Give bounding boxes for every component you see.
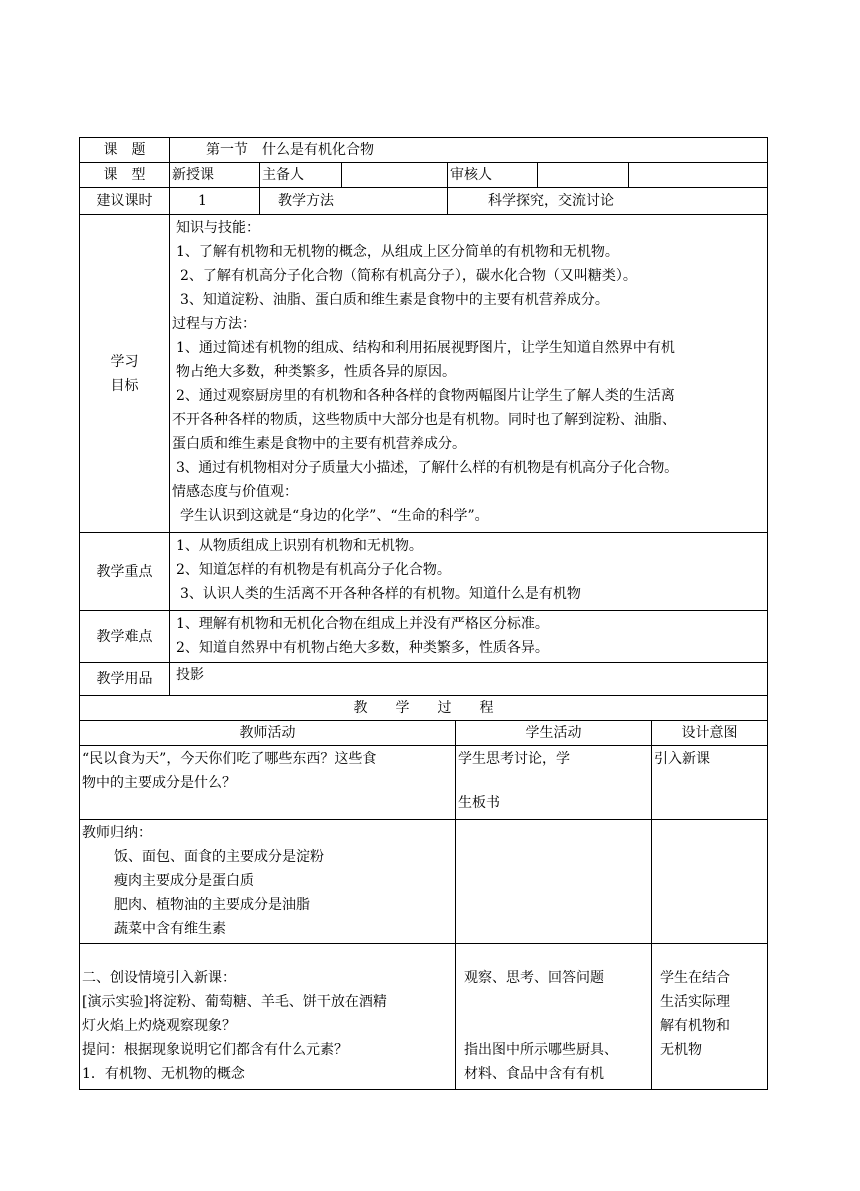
row3-design-line: 解有机物和 [660,1018,730,1034]
objective-line: 1、了解有机物和无机物的概念，从组成上区分简单的有机物和无机物。 [176,244,619,260]
difficulty-line: 2、知道自然界中有机物占绝大多数，种类繁多，性质各异。 [176,640,549,656]
row3-teacher-line: 二、创设情境引入新课： [82,970,236,986]
process-table [79,695,768,1090]
type-value: 新授课 [170,163,260,188]
difficulties-content [170,611,768,663]
row1-student [456,746,652,820]
preparer-label: 主备人 [260,163,342,188]
difficulty-line: 1、理解有机物和无机化合物在组成上并没有严格区分标准。 [176,616,549,632]
key-point-line: 2、知道怎样的有机物是有机高分子化合物。 [176,562,451,578]
method-label: 教学方法 [260,188,448,215]
row1-teacher [80,746,456,820]
objectives-label [80,215,170,533]
col-student-header: 学生活动 [456,721,652,746]
reviewer-value-cell [538,163,629,187]
row3-teacher-line: 1．有机物、无机物的概念 [82,1066,245,1082]
objective-line: 2、了解有机高分子化合物（简称有机高分子），碳水化合物（又叫糖类）。 [180,268,637,284]
row3-design-line: 生活实际理 [660,994,730,1010]
row3-teacher [80,944,456,1090]
row2-teacher [80,820,456,944]
objectives-content [170,215,768,533]
key-point-line: 1、从物质组成上识别有机物和无机物。 [176,538,423,554]
supplies-label: 教学用品 [80,663,170,696]
row3-teacher-line: [演示实验]将淀粉、葡萄糖、羊毛、饼干放在酒精 [82,994,387,1010]
objectives-label-line-2: 目标 [110,377,139,394]
col-teacher-header: 教师活动 [80,721,456,746]
row1-design: 引入新课 [652,746,768,820]
topic-label: 课 题 [80,138,170,163]
row2-teacher-head: 教师归纳： [82,825,152,841]
objective-line: 3、知道淀粉、油脂、蛋白质和维生素是食物中的主要有机营养成分。 [180,292,609,308]
row1-teacher-line: 物中的主要成分是什么？ [82,775,236,791]
objectives-table [79,214,768,696]
preparer-value [342,163,448,188]
objective-line: 不开各种各样的物质，这些物质中大部分也是有机物。同时也了解到淀粉、油脂、 [172,412,676,428]
objective-line: 知识与技能： [176,220,260,236]
process-title: 教 学 过 程 [80,696,768,721]
row3-student-line: 指出图中所示哪些厨具、 [464,1042,618,1058]
row2-teacher-item: 饭、面包、面食的主要成分是淀粉 [114,849,324,865]
row1-student-line: 生板书 [458,795,500,811]
row2-teacher-item: 肥肉、植物油的主要成分是油脂 [114,897,310,913]
row3-teacher-line: 灯火焰上灼烧观察现象？ [82,1018,236,1034]
row3-student-line: 材料、食品中含有有机 [464,1066,604,1082]
topic-value: 第一节 什么是有机化合物 [170,138,768,163]
objective-line: 过程与方法： [172,316,256,332]
objective-line: 1、通过简述有机物的组成、结构和利用拓展视野图片，让学生知道自然界中有机 [176,340,675,356]
reviewer-extra-cell [629,163,768,187]
difficulties-label: 教学难点 [80,611,170,663]
objective-line: 学生认识到这就是“身边的化学”、“生命的科学”。 [180,508,489,524]
objective-line: 蛋白质和维生素是食物中的主要有机营养成分。 [172,436,466,452]
reviewer-value [538,163,768,188]
objective-line: 2、通过观察厨房里的有机物和各种各样的食物两幅图片让学生了解人类的生活离 [176,388,675,404]
lesson-plan-table [79,137,767,1090]
objective-line: 3、通过有机物相对分子质量大小描述，了解什么样的有机物是有机高分子化合物。 [176,460,678,476]
key-points-content [170,533,768,611]
hours-value: 1 [170,188,260,215]
row2-student [456,820,652,944]
key-points-label: 教学重点 [80,533,170,611]
supplies-value: 投影 [170,663,768,696]
row3-student-line: 观察、思考、回答问题 [464,970,604,986]
row3-design-line: 学生在结合 [660,970,730,986]
row2-teacher-item: 瘦肉主要成分是蛋白质 [114,873,254,889]
method-value: 科学探究，交流讨论 [448,188,768,215]
reviewer-label: 审核人 [448,163,538,188]
reviewer-subcells [538,163,767,187]
row1-teacher-line: “民以食为天”，今天你们吃了哪些东西？这些食 [82,751,377,767]
col-design-header: 设计意图 [652,721,768,746]
row3-teacher-line: 提问：根据现象说明它们都含有什么元素？ [82,1042,348,1058]
objective-line: 物占绝大多数，种类繁多，性质各异的原因。 [176,364,456,380]
objectives-label-line-1: 学习 [110,353,139,370]
objective-line: 情感态度与价值观： [172,484,298,500]
type-label: 课 型 [80,163,170,188]
row3-design-line: 无机物 [660,1042,702,1058]
row2-design [652,820,768,944]
key-point-line: 3、认识人类的生活离不开各种各样的有机物。知道什么是有机物 [180,586,581,602]
hours-label: 建议课时 [80,188,170,215]
row3-design [652,944,768,1090]
row3-student [456,944,652,1090]
row1-student-line: 学生思考讨论，学 [458,751,570,767]
row2-teacher-item: 蔬菜中含有维生素 [114,921,226,937]
header-table [79,137,768,215]
